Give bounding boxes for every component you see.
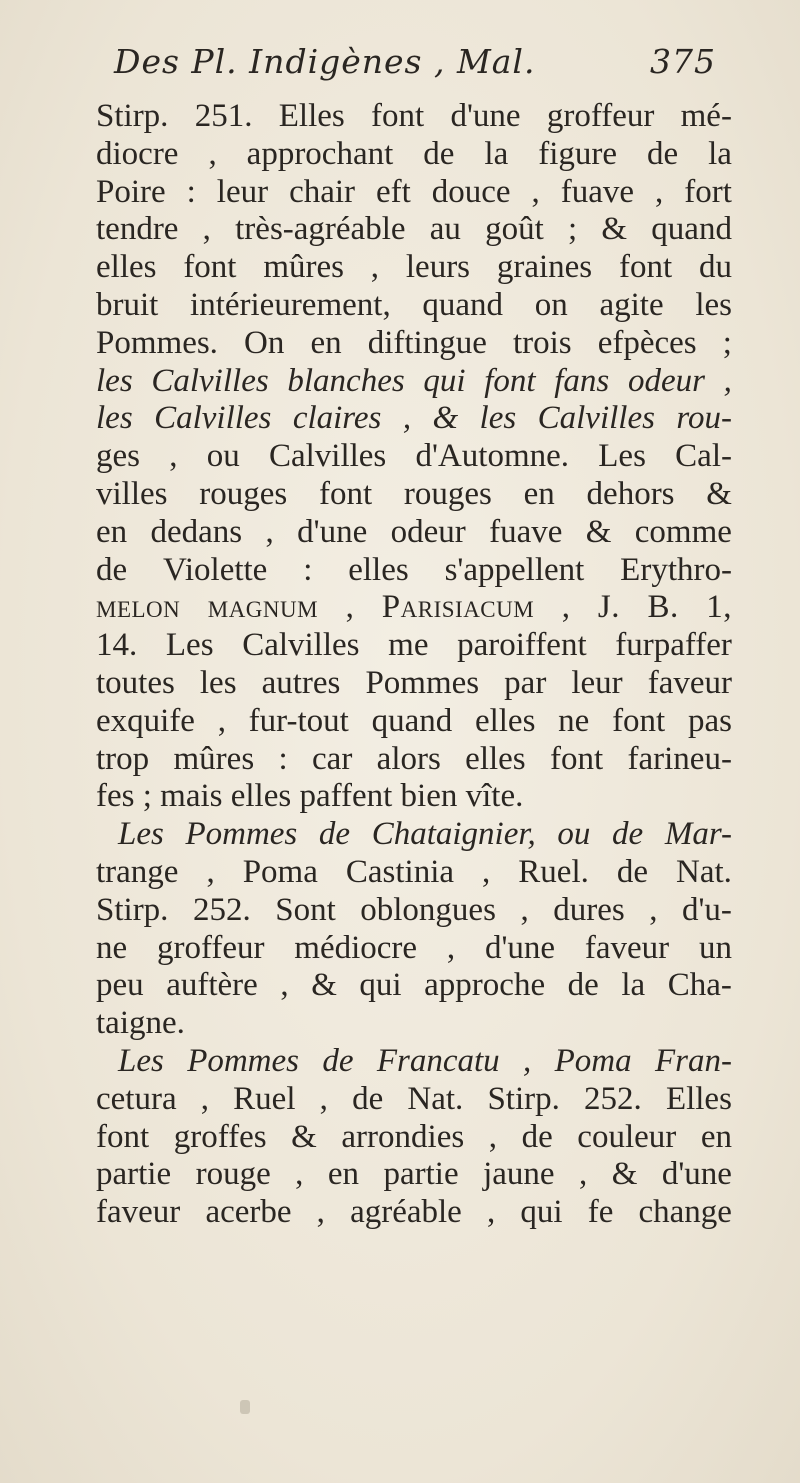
paper-speck [240, 1400, 250, 1414]
text-line: fes ; mais elles paffent bien vîte. [96, 778, 524, 815]
running-title: Des Pl. Indigènes , Mal. [114, 42, 536, 81]
text-line: villes rouges font rouges en dehors & [96, 475, 732, 512]
text-line: Pommes. On en diftingue trois efpèces ; [96, 324, 732, 361]
text-line: font groffes & arrondies , de couleur en [96, 1118, 732, 1155]
running-header [96, 42, 716, 92]
text-line: peu auftère , & qui approche de la Cha- [96, 967, 732, 1004]
text-line: melon magnum , Parisiacum , J. B. 1, [96, 589, 732, 626]
text-line: Les Pommes de Chataignier, ou de Mar- [118, 816, 732, 853]
text-line: ges , ou Calvilles d'Automne. Les Cal- [96, 438, 732, 475]
text-line: partie rouge , en partie jaune , & d'une [96, 1156, 732, 1193]
text-line: Les Pommes de Francatu , Poma Fran- [118, 1042, 732, 1079]
text-line: faveur acerbe , agréable , qui fe change [96, 1194, 732, 1231]
text-line: Stirp. 251. Elles font d'une groffeur mé- [96, 98, 732, 134]
text-line: diocre , approchant de la figure de la [96, 135, 732, 172]
text-line: Stirp. 252. Sont oblongues , dures , d'u- [96, 891, 732, 928]
text-line: taigne. [96, 1005, 185, 1042]
text-line: les Calvilles blanches qui font fans odeur , [96, 362, 732, 399]
text-body [96, 98, 732, 1232]
text-line: toutes les autres Pommes par leur faveur [96, 664, 732, 701]
text-line: bruit intérieurement, quand on agite les [96, 286, 732, 323]
text-line: exquife , fur-tout quand elles ne font pas [96, 702, 732, 739]
text-line: Poire : leur chair eft douce , fuave , fort [96, 173, 732, 210]
text-line: trange , Poma Castinia , Ruel. de Nat. [96, 853, 732, 890]
text-line: ne groffeur médiocre , d'une faveur un [96, 929, 732, 966]
text-line: en dedans , d'une odeur fuave & comme [96, 513, 732, 550]
page-number: 375 [650, 42, 716, 81]
text-line: tendre , très-agréable au goût ; & quand [96, 211, 732, 248]
text-line: de Violette : elles s'appellent Erythro- [96, 551, 732, 588]
text-line: elles font mûres , leurs graines font du [96, 249, 732, 286]
text-line: trop mûres : car alors elles font farineu- [96, 740, 732, 777]
text-line: cetura , Ruel , de Nat. Stirp. 252. Elles [96, 1080, 732, 1117]
text-line: les Calvilles claires , & les Calvilles rou- [96, 400, 732, 437]
text-line: 14. Les Calvilles me paroiffent furpaffer [96, 627, 732, 664]
